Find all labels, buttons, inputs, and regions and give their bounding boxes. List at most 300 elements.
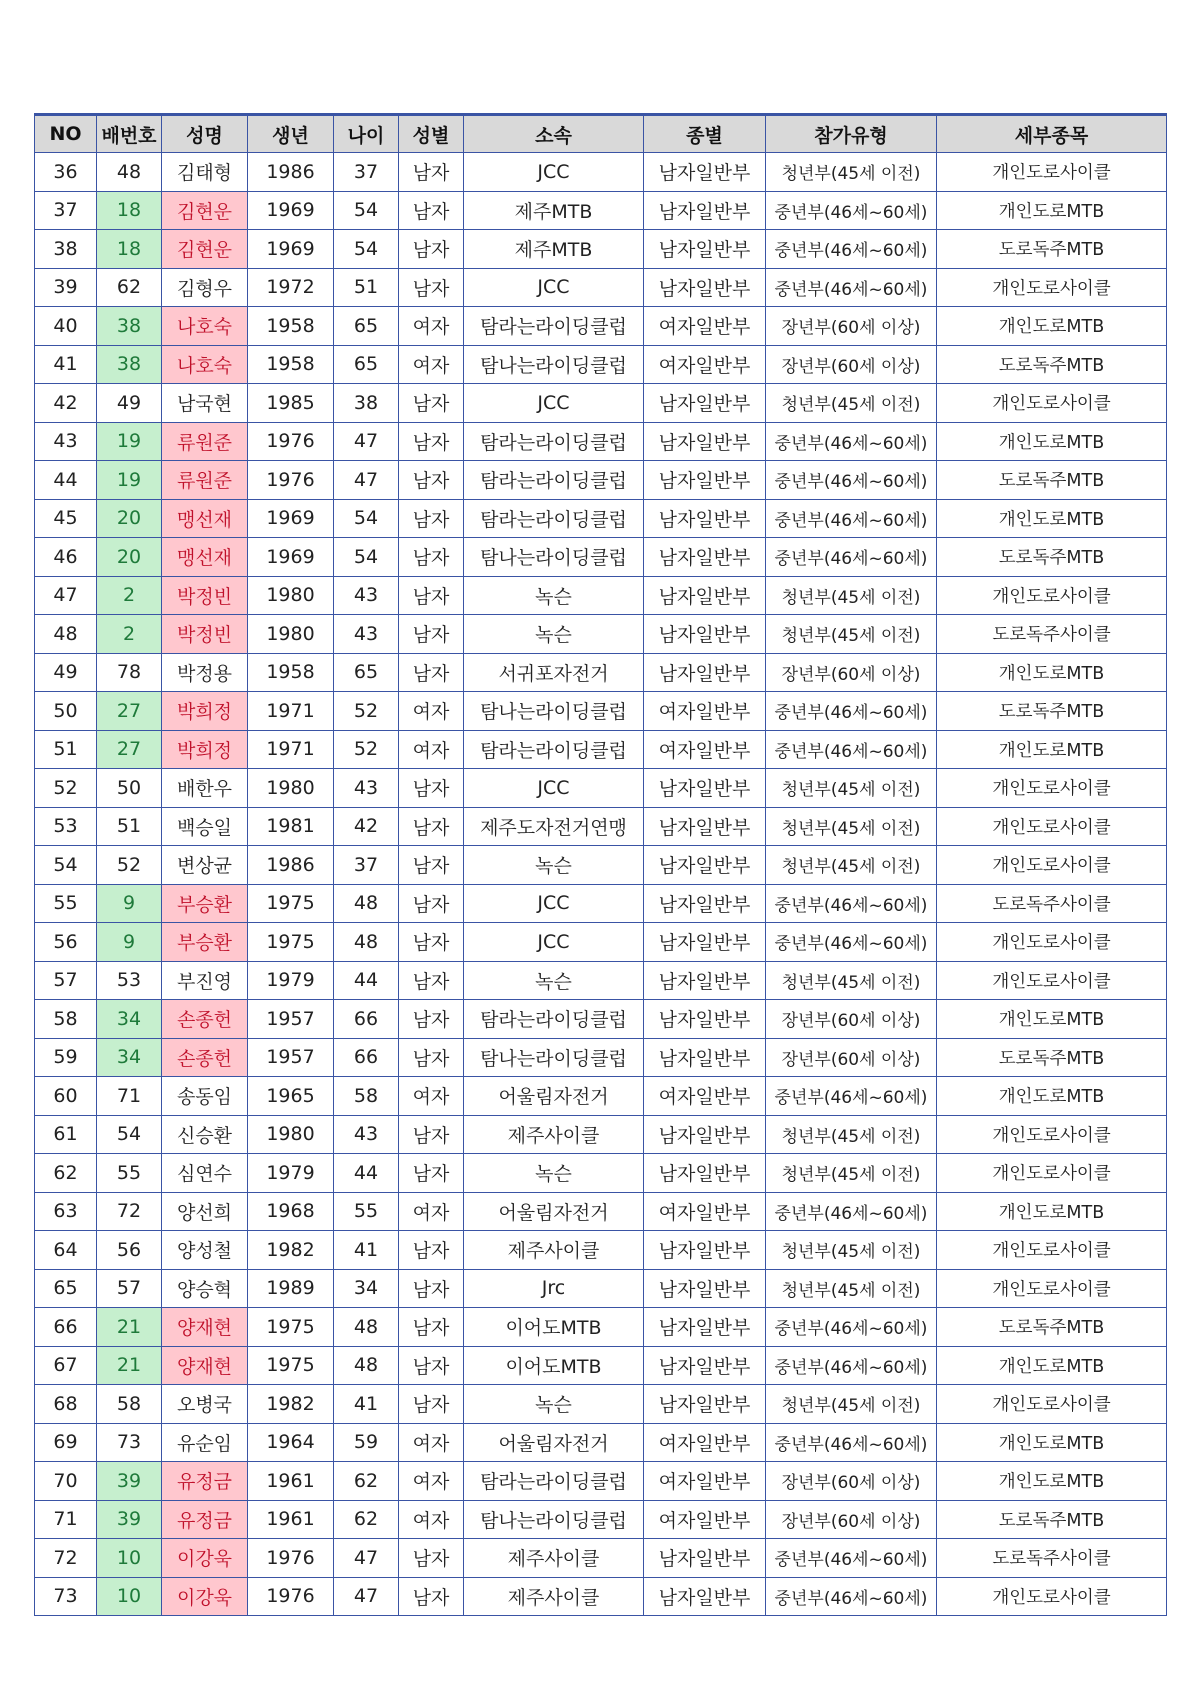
table-row — [35, 653, 1167, 692]
cell-division: 남자일반부 — [644, 961, 766, 1000]
table-row — [35, 1423, 1167, 1462]
cell-age: 43 — [334, 615, 399, 654]
cell-entry-type: 중년부(46세~60세) — [766, 538, 937, 577]
cell-bib: 58 — [97, 1385, 162, 1424]
cell-event: 개인도로MTB — [937, 1000, 1167, 1039]
cell-club: 어울림자전거 — [464, 1077, 644, 1116]
cell-bib: 48 — [97, 153, 162, 192]
cell-gender: 남자 — [399, 1539, 464, 1578]
cell-age: 62 — [334, 1462, 399, 1501]
cell-birth-year: 1971 — [248, 730, 334, 769]
cell-entry-type: 장년부(60세 이상) — [766, 1038, 937, 1077]
cell-birth-year: 1961 — [248, 1500, 334, 1539]
table-row — [35, 538, 1167, 577]
table-row — [35, 923, 1167, 962]
cell-club: JCC — [464, 884, 644, 923]
cell-division: 여자일반부 — [644, 1500, 766, 1539]
cell-no: 44 — [35, 461, 97, 500]
cell-club: 탐라는라이딩클럽 — [464, 1462, 644, 1501]
cell-division: 남자일반부 — [644, 1269, 766, 1308]
cell-event: 도로독주MTB — [937, 345, 1167, 384]
cell-age: 65 — [334, 653, 399, 692]
cell-bib: 34 — [97, 1000, 162, 1039]
cell-club: 녹슨 — [464, 615, 644, 654]
cell-no: 71 — [35, 1500, 97, 1539]
cell-bib: 19 — [97, 461, 162, 500]
table-row — [35, 422, 1167, 461]
table-row — [35, 884, 1167, 923]
cell-birth-year: 1985 — [248, 384, 334, 423]
cell-gender: 남자 — [399, 1000, 464, 1039]
cell-entry-type: 청년부(45세 이전) — [766, 1269, 937, 1308]
cell-no: 62 — [35, 1154, 97, 1193]
cell-gender: 남자 — [399, 1577, 464, 1616]
cell-age: 38 — [334, 384, 399, 423]
cell-birth-year: 1979 — [248, 961, 334, 1000]
cell-age: 48 — [334, 884, 399, 923]
table-row — [35, 1115, 1167, 1154]
cell-division: 남자일반부 — [644, 191, 766, 230]
cell-age: 48 — [334, 923, 399, 962]
cell-bib: 19 — [97, 422, 162, 461]
cell-no: 42 — [35, 384, 97, 423]
cell-bib: 49 — [97, 384, 162, 423]
cell-bib: 55 — [97, 1154, 162, 1193]
table-row — [35, 1346, 1167, 1385]
cell-club: 서귀포자전거 — [464, 653, 644, 692]
cell-club: 탐나는라이딩클럽 — [464, 345, 644, 384]
cell-division: 남자일반부 — [644, 1000, 766, 1039]
cell-age: 41 — [334, 1231, 399, 1270]
cell-event: 개인도로MTB — [937, 307, 1167, 346]
cell-club: Jrc — [464, 1269, 644, 1308]
cell-no: 67 — [35, 1346, 97, 1385]
table-row — [35, 461, 1167, 500]
cell-name: 유정금 — [162, 1462, 248, 1501]
cell-event: 개인도로MTB — [937, 1192, 1167, 1231]
table-row — [35, 345, 1167, 384]
cell-age: 62 — [334, 1500, 399, 1539]
cell-club: 녹슨 — [464, 961, 644, 1000]
table-row — [35, 153, 1167, 192]
cell-age: 44 — [334, 961, 399, 1000]
cell-bib: 20 — [97, 538, 162, 577]
cell-name: 오병국 — [162, 1385, 248, 1424]
cell-no: 60 — [35, 1077, 97, 1116]
cell-birth-year: 1972 — [248, 268, 334, 307]
header-club: 소속 — [464, 115, 644, 153]
cell-gender: 남자 — [399, 576, 464, 615]
cell-club: 탐나는라이딩클럽 — [464, 1500, 644, 1539]
cell-no: 41 — [35, 345, 97, 384]
table-row — [35, 1269, 1167, 1308]
cell-age: 58 — [334, 1077, 399, 1116]
cell-event: 개인도로사이클 — [937, 153, 1167, 192]
cell-gender: 남자 — [399, 268, 464, 307]
cell-division: 남자일반부 — [644, 769, 766, 808]
cell-birth-year: 1969 — [248, 538, 334, 577]
cell-no: 46 — [35, 538, 97, 577]
cell-name: 양성철 — [162, 1231, 248, 1270]
cell-gender: 남자 — [399, 961, 464, 1000]
cell-bib: 39 — [97, 1462, 162, 1501]
cell-club: 제주도자전거연맹 — [464, 807, 644, 846]
cell-no: 69 — [35, 1423, 97, 1462]
table-row — [35, 1308, 1167, 1347]
cell-bib: 34 — [97, 1038, 162, 1077]
cell-division: 남자일반부 — [644, 499, 766, 538]
cell-name: 나호숙 — [162, 345, 248, 384]
cell-entry-type: 중년부(46세~60세) — [766, 1577, 937, 1616]
cell-division: 남자일반부 — [644, 884, 766, 923]
cell-no: 38 — [35, 230, 97, 269]
cell-division: 남자일반부 — [644, 846, 766, 885]
table-row — [35, 1000, 1167, 1039]
cell-age: 52 — [334, 692, 399, 731]
cell-club: JCC — [464, 153, 644, 192]
cell-name: 김태형 — [162, 153, 248, 192]
cell-birth-year: 1958 — [248, 653, 334, 692]
cell-bib: 39 — [97, 1500, 162, 1539]
cell-event: 개인도로사이클 — [937, 807, 1167, 846]
cell-name: 심연수 — [162, 1154, 248, 1193]
cell-club: JCC — [464, 268, 644, 307]
cell-bib: 50 — [97, 769, 162, 808]
cell-age: 66 — [334, 1038, 399, 1077]
cell-division: 남자일반부 — [644, 1308, 766, 1347]
cell-age: 54 — [334, 499, 399, 538]
cell-birth-year: 1980 — [248, 769, 334, 808]
cell-event: 개인도로사이클 — [937, 923, 1167, 962]
cell-event: 도로독주MTB — [937, 1308, 1167, 1347]
table-row — [35, 961, 1167, 1000]
table-row — [35, 615, 1167, 654]
cell-name: 이강욱 — [162, 1539, 248, 1578]
cell-name: 변상균 — [162, 846, 248, 885]
cell-event: 개인도로사이클 — [937, 1231, 1167, 1270]
cell-division: 여자일반부 — [644, 345, 766, 384]
cell-division: 남자일반부 — [644, 576, 766, 615]
cell-division: 남자일반부 — [644, 1038, 766, 1077]
cell-gender: 남자 — [399, 807, 464, 846]
cell-no: 37 — [35, 191, 97, 230]
cell-entry-type: 중년부(46세~60세) — [766, 884, 937, 923]
cell-event: 개인도로MTB — [937, 1462, 1167, 1501]
cell-gender: 여자 — [399, 345, 464, 384]
cell-name: 이강욱 — [162, 1577, 248, 1616]
cell-birth-year: 1958 — [248, 345, 334, 384]
cell-entry-type: 청년부(45세 이전) — [766, 807, 937, 846]
header-bib: 배번호 — [97, 115, 162, 153]
cell-gender: 여자 — [399, 1077, 464, 1116]
cell-division: 남자일반부 — [644, 1577, 766, 1616]
cell-bib: 62 — [97, 268, 162, 307]
cell-division: 남자일반부 — [644, 653, 766, 692]
cell-event: 개인도로사이클 — [937, 384, 1167, 423]
cell-event: 개인도로MTB — [937, 1346, 1167, 1385]
cell-age: 52 — [334, 730, 399, 769]
cell-no: 54 — [35, 846, 97, 885]
cell-name: 신승환 — [162, 1115, 248, 1154]
cell-club: JCC — [464, 384, 644, 423]
cell-no: 68 — [35, 1385, 97, 1424]
cell-no: 50 — [35, 692, 97, 731]
cell-gender: 남자 — [399, 769, 464, 808]
cell-birth-year: 1961 — [248, 1462, 334, 1501]
cell-birth-year: 1982 — [248, 1231, 334, 1270]
cell-bib: 54 — [97, 1115, 162, 1154]
cell-gender: 남자 — [399, 230, 464, 269]
table-row — [35, 1462, 1167, 1501]
cell-name: 남국현 — [162, 384, 248, 423]
cell-birth-year: 1975 — [248, 923, 334, 962]
cell-club: 탐라는라이딩클럽 — [464, 461, 644, 500]
cell-bib: 51 — [97, 807, 162, 846]
cell-age: 59 — [334, 1423, 399, 1462]
cell-gender: 남자 — [399, 1385, 464, 1424]
cell-club: 녹슨 — [464, 846, 644, 885]
cell-name: 박정빈 — [162, 576, 248, 615]
cell-division: 여자일반부 — [644, 1423, 766, 1462]
cell-no: 43 — [35, 422, 97, 461]
cell-no: 47 — [35, 576, 97, 615]
table-row — [35, 1385, 1167, 1424]
cell-name: 배한우 — [162, 769, 248, 808]
cell-bib: 53 — [97, 961, 162, 1000]
cell-name: 맹선재 — [162, 499, 248, 538]
cell-age: 51 — [334, 268, 399, 307]
cell-club: 녹슨 — [464, 1385, 644, 1424]
header-name: 성명 — [162, 115, 248, 153]
cell-name: 손종헌 — [162, 1038, 248, 1077]
cell-birth-year: 1958 — [248, 307, 334, 346]
cell-event: 개인도로MTB — [937, 730, 1167, 769]
cell-no: 63 — [35, 1192, 97, 1231]
cell-event: 개인도로MTB — [937, 499, 1167, 538]
cell-event: 개인도로사이클 — [937, 576, 1167, 615]
cell-bib: 52 — [97, 846, 162, 885]
cell-birth-year: 1980 — [248, 576, 334, 615]
cell-event: 도로독주MTB — [937, 538, 1167, 577]
cell-event: 개인도로MTB — [937, 1423, 1167, 1462]
cell-division: 남자일반부 — [644, 1539, 766, 1578]
cell-name: 양승혁 — [162, 1269, 248, 1308]
cell-bib: 71 — [97, 1077, 162, 1116]
cell-name: 백승일 — [162, 807, 248, 846]
cell-division: 남자일반부 — [644, 1346, 766, 1385]
cell-name: 박희정 — [162, 692, 248, 731]
cell-entry-type: 중년부(46세~60세) — [766, 461, 937, 500]
cell-gender: 남자 — [399, 1154, 464, 1193]
cell-bib: 9 — [97, 884, 162, 923]
cell-age: 65 — [334, 345, 399, 384]
cell-age: 34 — [334, 1269, 399, 1308]
cell-age: 66 — [334, 1000, 399, 1039]
cell-division: 남자일반부 — [644, 1115, 766, 1154]
table-row — [35, 576, 1167, 615]
cell-entry-type: 장년부(60세 이상) — [766, 307, 937, 346]
cell-division: 남자일반부 — [644, 1154, 766, 1193]
cell-division: 여자일반부 — [644, 1192, 766, 1231]
cell-club: 어울림자전거 — [464, 1423, 644, 1462]
cell-gender: 남자 — [399, 615, 464, 654]
cell-age: 47 — [334, 461, 399, 500]
cell-event: 도로독주MTB — [937, 230, 1167, 269]
cell-bib: 9 — [97, 923, 162, 962]
cell-birth-year: 1964 — [248, 1423, 334, 1462]
cell-bib: 2 — [97, 615, 162, 654]
cell-entry-type: 중년부(46세~60세) — [766, 422, 937, 461]
cell-club: 이어도MTB — [464, 1346, 644, 1385]
cell-entry-type: 청년부(45세 이전) — [766, 769, 937, 808]
table-body — [35, 153, 1167, 1616]
cell-event: 도로독주MTB — [937, 1038, 1167, 1077]
cell-age: 37 — [334, 153, 399, 192]
cell-birth-year: 1957 — [248, 1038, 334, 1077]
cell-club: 제주MTB — [464, 191, 644, 230]
cell-gender: 여자 — [399, 1462, 464, 1501]
cell-entry-type: 중년부(46세~60세) — [766, 268, 937, 307]
cell-no: 52 — [35, 769, 97, 808]
cell-event: 도로독주MTB — [937, 461, 1167, 500]
cell-no: 58 — [35, 1000, 97, 1039]
header-age: 나이 — [334, 115, 399, 153]
cell-birth-year: 1957 — [248, 1000, 334, 1039]
cell-event: 개인도로MTB — [937, 653, 1167, 692]
cell-bib: 18 — [97, 191, 162, 230]
table-row — [35, 1539, 1167, 1578]
cell-no: 70 — [35, 1462, 97, 1501]
cell-division: 남자일반부 — [644, 153, 766, 192]
cell-bib: 27 — [97, 692, 162, 731]
cell-gender: 남자 — [399, 191, 464, 230]
cell-event: 개인도로사이클 — [937, 1154, 1167, 1193]
cell-bib: 72 — [97, 1192, 162, 1231]
cell-no: 53 — [35, 807, 97, 846]
cell-division: 여자일반부 — [644, 1462, 766, 1501]
cell-entry-type: 중년부(46세~60세) — [766, 1192, 937, 1231]
cell-bib: 20 — [97, 499, 162, 538]
cell-gender: 남자 — [399, 1269, 464, 1308]
cell-event: 개인도로MTB — [937, 422, 1167, 461]
table-row — [35, 384, 1167, 423]
cell-age: 43 — [334, 576, 399, 615]
cell-division: 남자일반부 — [644, 615, 766, 654]
cell-event: 개인도로사이클 — [937, 1115, 1167, 1154]
cell-gender: 여자 — [399, 307, 464, 346]
cell-gender: 남자 — [399, 1346, 464, 1385]
cell-division: 남자일반부 — [644, 538, 766, 577]
cell-no: 72 — [35, 1539, 97, 1578]
cell-birth-year: 1976 — [248, 1539, 334, 1578]
cell-entry-type: 청년부(45세 이전) — [766, 1115, 937, 1154]
table-row — [35, 191, 1167, 230]
cell-bib: 27 — [97, 730, 162, 769]
cell-no: 66 — [35, 1308, 97, 1347]
cell-entry-type: 중년부(46세~60세) — [766, 1346, 937, 1385]
cell-bib: 56 — [97, 1231, 162, 1270]
cell-gender: 여자 — [399, 1192, 464, 1231]
cell-division: 남자일반부 — [644, 230, 766, 269]
cell-name: 유정금 — [162, 1500, 248, 1539]
cell-bib: 10 — [97, 1539, 162, 1578]
cell-club: 제주사이클 — [464, 1577, 644, 1616]
header-entry-type: 참가유형 — [766, 115, 937, 153]
table-row — [35, 1038, 1167, 1077]
cell-division: 여자일반부 — [644, 730, 766, 769]
table-row — [35, 1500, 1167, 1539]
cell-name: 손종헌 — [162, 1000, 248, 1039]
cell-club: 탐라는라이딩클럽 — [464, 1000, 644, 1039]
participant-table — [34, 113, 1167, 1616]
cell-club: 제주사이클 — [464, 1231, 644, 1270]
cell-gender: 남자 — [399, 653, 464, 692]
cell-entry-type: 중년부(46세~60세) — [766, 1423, 937, 1462]
table-row — [35, 230, 1167, 269]
cell-birth-year: 1969 — [248, 191, 334, 230]
cell-club: 탐라는라이딩클럽 — [464, 730, 644, 769]
cell-entry-type: 청년부(45세 이전) — [766, 1385, 937, 1424]
cell-bib: 73 — [97, 1423, 162, 1462]
cell-club: 탐나는라이딩클럽 — [464, 538, 644, 577]
cell-bib: 38 — [97, 345, 162, 384]
cell-club: 탐라는라이딩클럽 — [464, 422, 644, 461]
cell-age: 54 — [334, 191, 399, 230]
cell-birth-year: 1968 — [248, 1192, 334, 1231]
cell-name: 양재현 — [162, 1346, 248, 1385]
cell-gender: 남자 — [399, 923, 464, 962]
header-birth-year: 생년 — [248, 115, 334, 153]
header-event: 세부종목 — [937, 115, 1167, 153]
cell-name: 류원준 — [162, 422, 248, 461]
cell-no: 39 — [35, 268, 97, 307]
cell-birth-year: 1980 — [248, 1115, 334, 1154]
cell-birth-year: 1971 — [248, 692, 334, 731]
cell-age: 48 — [334, 1308, 399, 1347]
cell-name: 부승환 — [162, 884, 248, 923]
cell-birth-year: 1980 — [248, 615, 334, 654]
table-row — [35, 769, 1167, 808]
cell-division: 남자일반부 — [644, 461, 766, 500]
cell-birth-year: 1976 — [248, 1577, 334, 1616]
cell-no: 59 — [35, 1038, 97, 1077]
cell-age: 55 — [334, 1192, 399, 1231]
cell-division: 남자일반부 — [644, 422, 766, 461]
cell-club: 탐라는라이딩클럽 — [464, 307, 644, 346]
cell-bib: 2 — [97, 576, 162, 615]
cell-age: 37 — [334, 846, 399, 885]
cell-event: 도로독주사이클 — [937, 615, 1167, 654]
cell-division: 남자일반부 — [644, 923, 766, 962]
cell-club: 탐라는라이딩클럽 — [464, 499, 644, 538]
cell-entry-type: 중년부(46세~60세) — [766, 499, 937, 538]
cell-event: 개인도로사이클 — [937, 1577, 1167, 1616]
table-row — [35, 1231, 1167, 1270]
cell-club: 탐나는라이딩클럽 — [464, 1038, 644, 1077]
cell-entry-type: 장년부(60세 이상) — [766, 653, 937, 692]
cell-no: 61 — [35, 1115, 97, 1154]
cell-gender: 남자 — [399, 1115, 464, 1154]
cell-entry-type: 중년부(46세~60세) — [766, 1308, 937, 1347]
cell-gender: 여자 — [399, 1423, 464, 1462]
cell-name: 류원준 — [162, 461, 248, 500]
cell-age: 41 — [334, 1385, 399, 1424]
cell-event: 도로독주MTB — [937, 1500, 1167, 1539]
cell-age: 54 — [334, 230, 399, 269]
cell-birth-year: 1969 — [248, 230, 334, 269]
cell-name: 박희정 — [162, 730, 248, 769]
cell-gender: 남자 — [399, 884, 464, 923]
